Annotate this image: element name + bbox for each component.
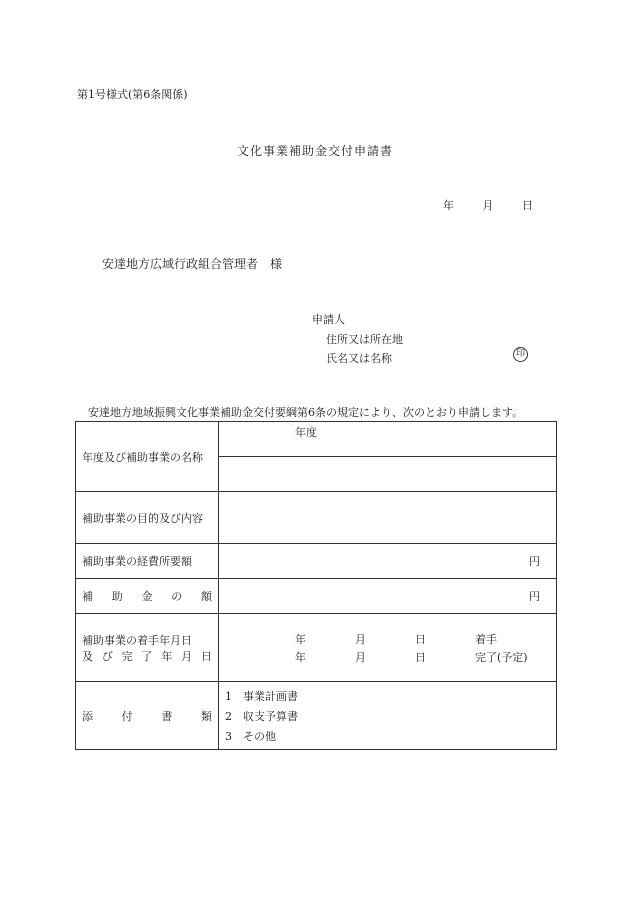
subsidy-amount-field[interactable] xyxy=(219,579,557,614)
row-label-required-cost: 補助事業の経費所要額 xyxy=(76,544,219,579)
date-day-field[interactable]: 日 xyxy=(522,199,533,212)
seal-mark: 印 xyxy=(513,347,528,362)
fiscal-year-label: 年度 xyxy=(295,426,317,439)
row-label-dates xyxy=(76,614,219,682)
date-line xyxy=(443,197,533,213)
applicant-name-label: 氏名又は名称 xyxy=(326,352,392,365)
applicant-label: 申請人 xyxy=(312,313,345,326)
label-char: 助 xyxy=(111,590,123,603)
date-month-field[interactable]: 月 xyxy=(482,199,494,212)
attachment-item: 2 収支予算書 xyxy=(225,709,298,723)
date-year-field[interactable]: 年 xyxy=(443,199,454,212)
purpose-field[interactable] xyxy=(219,492,557,544)
yen-unit: 円 xyxy=(529,590,540,603)
attachment-item: 3 その他 xyxy=(225,729,276,743)
fiscal-year-field[interactable] xyxy=(219,422,557,457)
intro-statement: 安達地方地域振興文化事業補助金交付要綱第6条の規定により、次のとおり申請します。 xyxy=(88,406,524,419)
dates-label-line1: 補助事業の着手年月日 xyxy=(82,633,192,647)
label-char: 金 xyxy=(141,590,153,603)
form-number: 第1号様式(第6条関係) xyxy=(77,88,188,101)
project-name-field[interactable] xyxy=(219,457,557,492)
start-date-line: 年 月 日 着手 xyxy=(295,632,497,646)
row-label-purpose: 補助事業の目的及び内容 xyxy=(76,492,219,544)
end-date-line: 年 月 日 完了(予定) xyxy=(295,650,528,664)
yen-unit: 円 xyxy=(529,555,540,568)
document-title: 文化事業補助金交付申請書 xyxy=(236,144,393,158)
label-char: 額 xyxy=(201,590,212,603)
dates-label-line2: 及 び 完 了 年 月 日 xyxy=(82,649,212,663)
row-label-subsidy-amount xyxy=(76,579,219,614)
applicant-address-label: 住所又は所在地 xyxy=(326,333,403,346)
attachment-item: 1 事業計画書 xyxy=(225,689,298,703)
row-label-project-name: 年度及び補助事業の名称 xyxy=(76,422,219,492)
addressee: 安達地方広域行政組合管理者 様 xyxy=(102,257,283,271)
application-form-table xyxy=(75,421,557,750)
required-cost-field[interactable] xyxy=(219,544,557,579)
label-char: 補 xyxy=(82,590,93,603)
label-char: の xyxy=(171,590,183,603)
attachments-list xyxy=(219,682,557,750)
row-label-attachments: 添 付 書 類 xyxy=(76,682,219,750)
dates-field[interactable] xyxy=(219,614,557,682)
